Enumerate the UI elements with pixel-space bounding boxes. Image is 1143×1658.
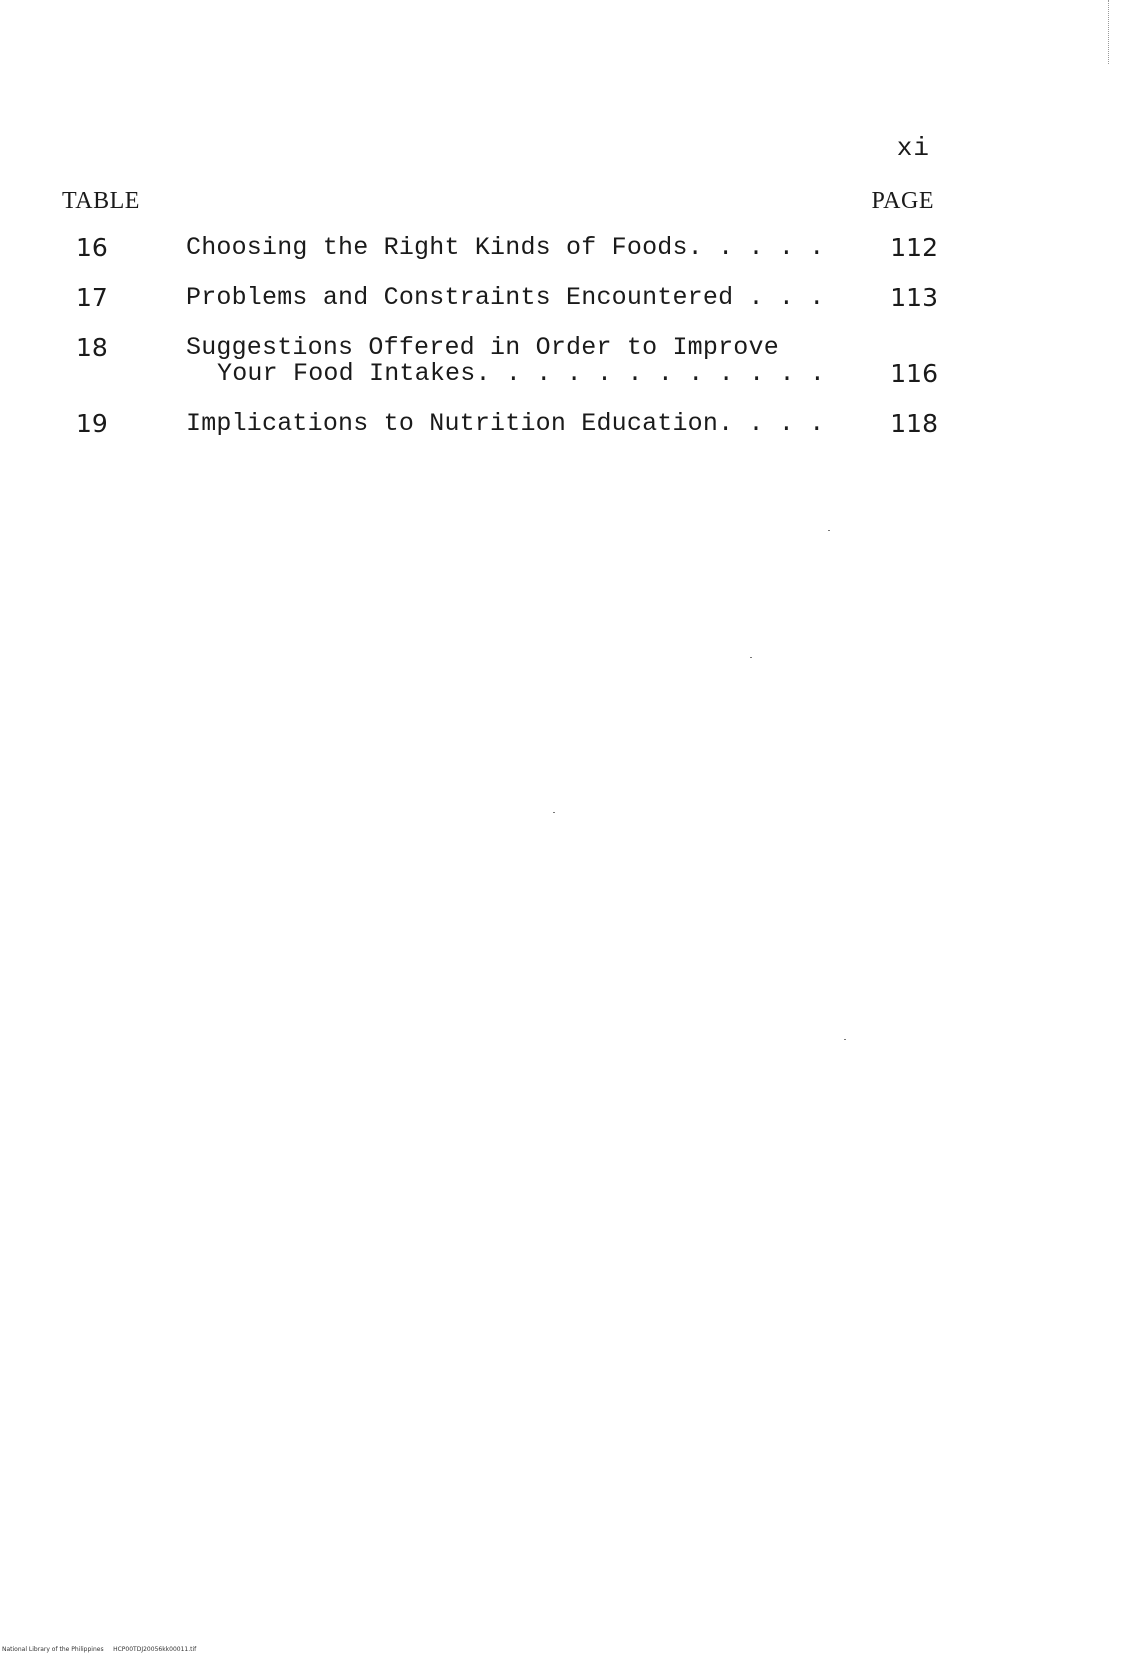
table-title-continuation: Your Food Intakes. . . . . . . . . . . . [217,359,826,388]
page-column-heading: PAGE [871,188,934,214]
table-title [186,411,866,437]
table-number: 18 [76,333,108,362]
table-page: 112 [890,233,938,262]
scan-edge-mark [1108,0,1110,64]
table-title [186,335,866,387]
scan-speck [828,530,830,531]
scan-speck [553,812,555,813]
table-page: 113 [890,283,938,312]
table-entry-18 [0,335,1143,411]
table-title-line: Choosing the Right Kinds of Foods. . . . . [186,233,825,262]
table-title-line: Problems and Constraints Encountered . . . [186,283,825,312]
scan-footer: National Library of the Philippines HCP00TDJ20056kk00011.tif [2,1646,197,1653]
table-number: 19 [76,409,108,438]
scan-speck [750,657,752,658]
table-title [186,285,866,311]
table-title [186,235,866,261]
table-title-line: Suggestions Offered in Order to Improve [186,333,779,362]
table-entry-19 [0,411,1143,461]
scan-speck [844,1039,846,1040]
table-page: 116 [890,359,938,388]
list-of-tables [0,235,1143,461]
table-entry-17 [0,285,1143,335]
table-number: 17 [76,283,108,312]
table-number: 16 [76,233,108,262]
table-column-heading: TABLE [62,188,140,214]
page-number: xi [896,133,930,163]
table-page: 118 [890,409,938,438]
table-entry-16 [0,235,1143,285]
table-title-line: Implications to Nutrition Education. . . . [186,409,825,438]
